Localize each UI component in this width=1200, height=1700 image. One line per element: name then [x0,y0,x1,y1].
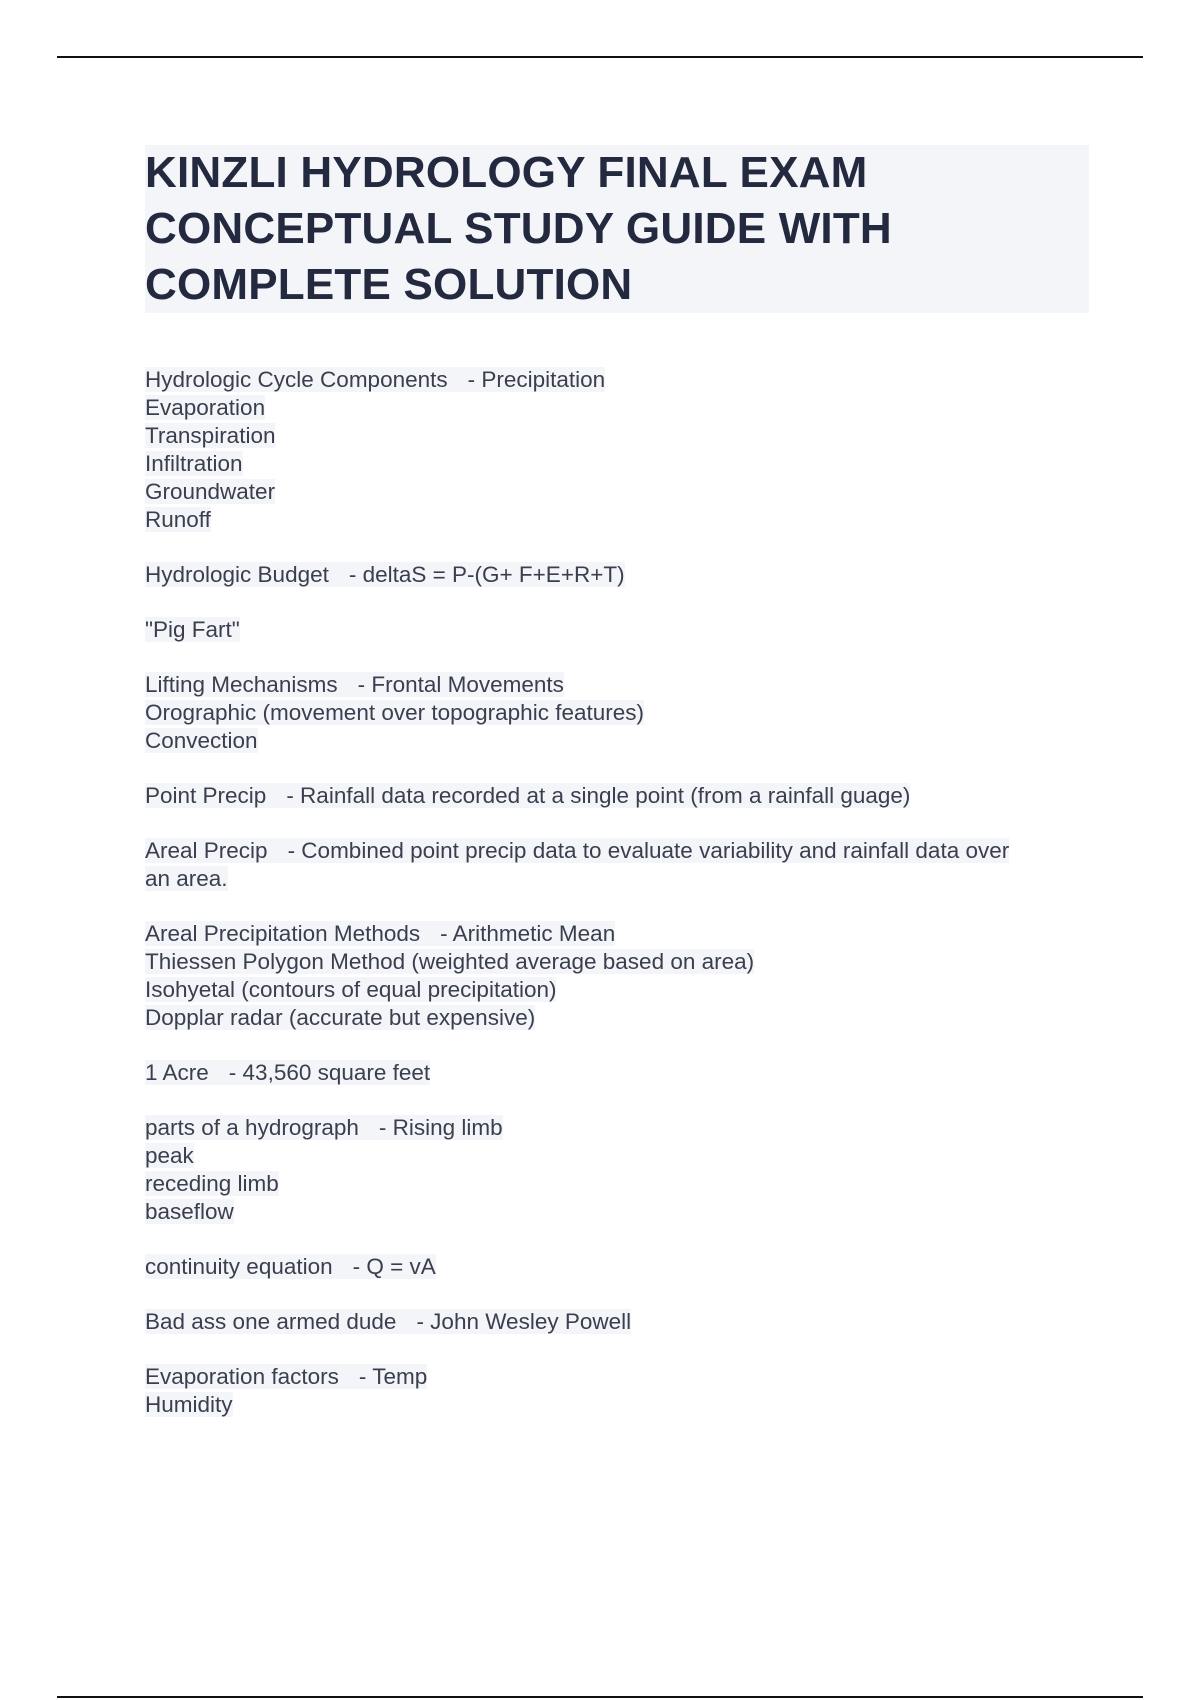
entry-line [145,948,1085,976]
entry-line [145,1170,1085,1198]
entry-line [145,1198,1085,1226]
entry-line [145,1253,1085,1281]
entry-line [145,976,1085,1004]
entry-line [145,616,1085,644]
entry-line [145,782,1085,810]
entry-continuity-equation [145,1253,1085,1281]
entry-answer: - Combined point precip data to evaluate variability and rainfall data over [287,838,1010,863]
bottom-rule [57,1696,1143,1698]
entry-line [145,478,1085,506]
entry-term: Bad ass one armed dude [145,1309,397,1334]
entry-term: Hydrologic Cycle Components [145,367,448,392]
entry-term: Lifting Mechanisms [145,672,338,697]
entry-line [145,422,1085,450]
entry-line [145,1363,1085,1391]
entry-term: Areal Precipitation Methods [145,921,421,946]
entry-term: 1 Acre [145,1060,209,1085]
top-rule [57,56,1143,58]
entry-line [145,1391,1085,1419]
entry-answer: - Temp [358,1364,428,1389]
entry-line [145,450,1085,478]
entry-hydrologic-budget [145,561,1085,589]
entry-answer: - Q = vA [352,1254,436,1279]
study-guide-content [145,366,1085,1446]
entry-line [145,506,1085,534]
entry-term: Hydrologic Budget [145,562,329,587]
entry-line [145,865,1085,893]
entry-answer: - Rainfall data recorded at a single point (from a rainfall guage) [286,783,911,808]
entry-evaporation-factors [145,1363,1085,1419]
entry-line [145,837,1085,865]
entry-answer: - Frontal Movements [357,672,564,697]
entry-line [145,561,1085,589]
entry-1-acre [145,1059,1085,1087]
entry-answer: - deltaS = P-(G+ F+E+R+T) [348,562,625,587]
entry-line [145,699,1085,727]
entry-line [145,1308,1085,1336]
title-line: CONCEPTUAL STUDY GUIDE WITH [145,204,892,253]
entry-line [145,920,1085,948]
title-line: KINZLI HYDROLOGY FINAL EXAM [145,148,868,197]
entry-line [145,671,1085,699]
entry-line [145,1059,1085,1087]
entry-answer: - John Wesley Powell [416,1309,632,1334]
entry-line [145,1004,1085,1032]
title-line: COMPLETE SOLUTION [145,260,633,309]
entry-areal-precip [145,837,1085,893]
entry-answer: Thiessen Polygon Method (weighted average based on area) [145,949,755,974]
entry-lifting-mechanisms [145,671,1085,755]
entry-term: continuity equation [145,1254,333,1279]
entry-answer: - Precipitation [467,367,606,392]
entry-line [145,1142,1085,1170]
entry-line [145,394,1085,422]
entry-areal-precipitation-methods [145,920,1085,1032]
entry-answer: Evaporation [145,395,266,420]
entry-bad-ass-one-armed-dude [145,1308,1085,1336]
entry-answer: receding limb [145,1171,279,1196]
entry-answer: Transpiration [145,423,276,448]
entry-term: Point Precip [145,783,267,808]
entry-answer: Orographic (movement over topographic features) [145,700,644,725]
entry-answer: Isohyetal (contours of equal precipitation) [145,977,557,1002]
entry-line [145,1114,1085,1142]
entry-line [145,366,1085,394]
entry-hydrologic-cycle-components [145,366,1085,534]
entry-point-precip [145,782,1085,810]
entry-answer: baseflow [145,1199,234,1224]
entry-answer: Infiltration [145,451,243,476]
entry-answer: - Arithmetic Mean [440,921,616,946]
entry-answer: Convection [145,728,258,753]
entry-answer: Humidity [145,1392,233,1417]
entry-term: parts of a hydrograph [145,1115,359,1140]
entry-answer: peak [145,1143,194,1168]
entry-answer: Dopplar radar (accurate but expensive) [145,1005,536,1030]
entry-parts-of-a-hydrograph [145,1114,1085,1226]
entry-answer: Groundwater [145,479,276,504]
entry-answer: an area. [145,866,228,891]
entry-answer: Runoff [145,507,211,532]
entry-pig-fart [145,616,1085,644]
entry-line [145,727,1085,755]
document-title [145,145,1089,313]
entry-answer: - Rising limb [378,1115,503,1140]
entry-term: Areal Precip [145,838,268,863]
entry-answer: - 43,560 square feet [228,1060,431,1085]
entry-answer: "Pig Fart" [145,617,240,642]
entry-term: Evaporation factors [145,1364,339,1389]
